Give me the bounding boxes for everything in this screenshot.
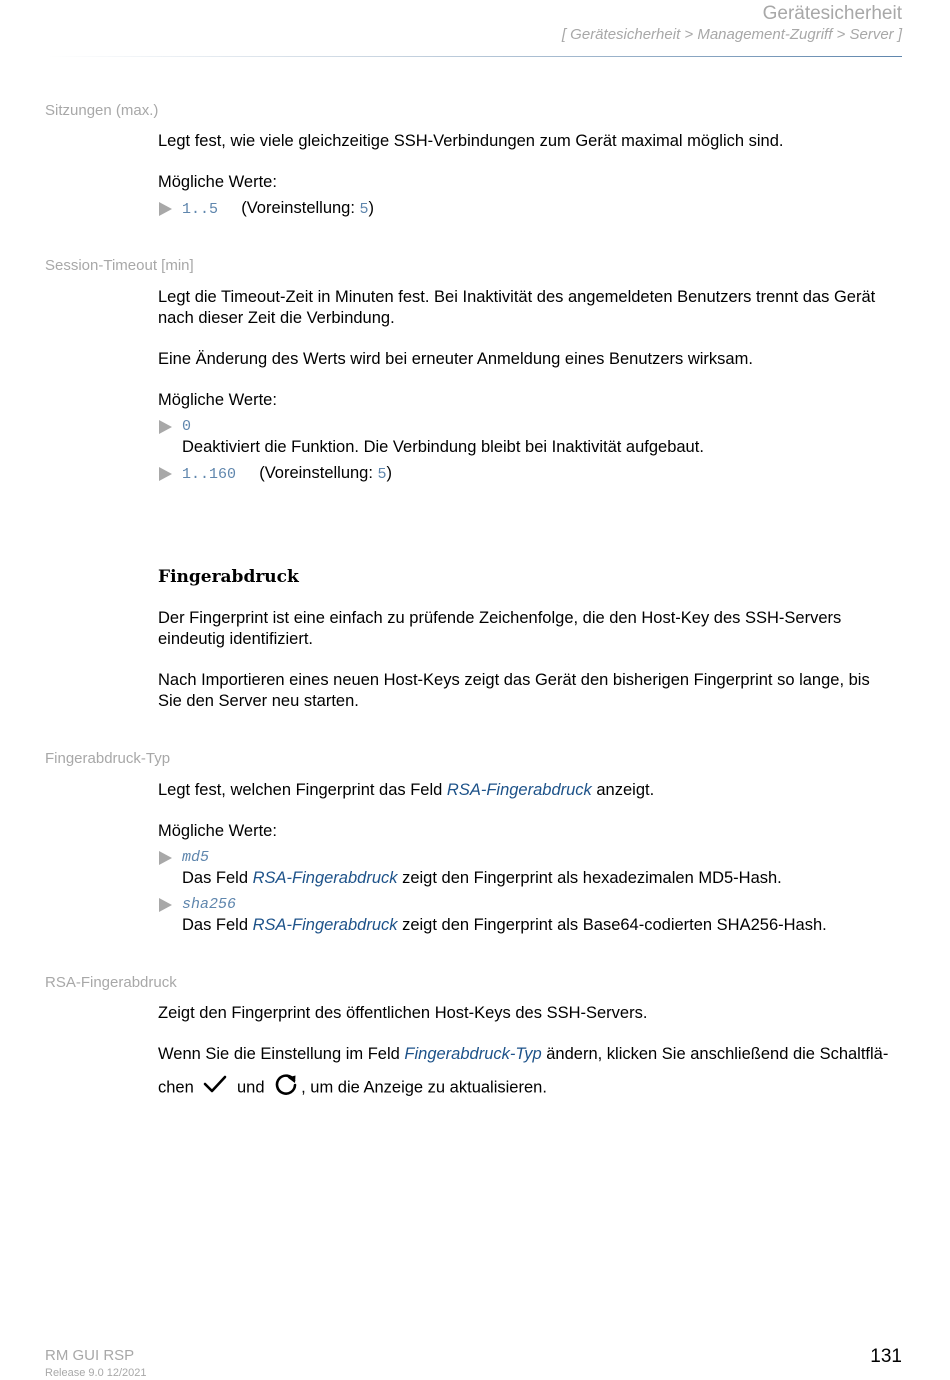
text: und <box>236 1078 265 1097</box>
fp-p1-line2: eindeutig identifiziert. <box>158 630 314 648</box>
param-label-fingerprint-type: Fingerabdruck-Typ <box>45 750 171 767</box>
option-description <box>182 915 908 936</box>
param-label-rsa-fingerprint: RSA-Fingerabdruck <box>45 974 177 991</box>
default-value: 5 <box>359 201 369 218</box>
chapter-title: Gerätesicherheit <box>762 3 902 24</box>
option-description <box>182 868 908 889</box>
option-value: 1..160 <box>182 466 237 483</box>
rsa-fp-description: Zeigt den Fingerprint des öffentlichen Host-Keys des SSH-Servers. <box>158 1004 648 1022</box>
field-link-fingerprint-type[interactable]: Fingerabdruck-Typ <box>404 1045 542 1063</box>
page-number: 131 <box>870 1346 902 1367</box>
option-value: sha256 <box>182 896 237 913</box>
default-suffix: ) <box>386 464 393 482</box>
text: Das Feld <box>182 916 253 934</box>
option-value: 0 <box>182 418 192 435</box>
sessions-values-heading: Mögliche Werte: <box>158 173 277 191</box>
footer-release: Release 9.0 12/2021 <box>45 1367 147 1379</box>
default-prefix: (Voreinstellung: <box>241 199 360 217</box>
bullet-triangle-icon <box>159 420 172 434</box>
footer-product: RM GUI RSP <box>45 1347 135 1364</box>
text: Wenn Sie die Einstellung im Feld <box>158 1045 405 1063</box>
default-suffix: ) <box>368 199 375 217</box>
fp-p2-line2: Sie den Server neu starten. <box>158 692 359 710</box>
sessions-option-range <box>158 198 908 220</box>
timeout-option-range <box>158 463 908 485</box>
timeout-desc-line2: nach dieser Zeit die Verbindung. <box>158 309 395 327</box>
fingerprint-paragraph-2 <box>158 670 908 712</box>
fingerprint-paragraph-1 <box>158 608 908 650</box>
timeout-desc-line1: Legt die Timeout-Zeit in Minuten fest. Bei Inaktivität des angemeldeten Benutzers trennt das Gerät <box>158 288 876 306</box>
option-value: 1..5 <box>182 201 219 218</box>
sessions-description: Legt fest, wie viele gleichzeitige SSH-Verbindungen zum Gerät maximal möglich sind. <box>158 132 784 150</box>
field-link-rsa-fingerprint[interactable]: RSA-Fingerabdruck <box>252 869 398 887</box>
bullet-triangle-icon <box>159 851 172 865</box>
breadcrumb: [ Gerätesicherheit > Management-Zugriff > Server ] <box>561 26 902 43</box>
fp-type-option-sha256 <box>158 894 908 936</box>
bullet-triangle-icon <box>159 202 172 216</box>
bullet-triangle-icon <box>159 467 172 481</box>
text: , um die Anzeige zu aktualisieren. <box>301 1078 547 1097</box>
timeout-description <box>158 287 908 329</box>
checkmark-icon <box>202 1073 228 1103</box>
header-divider <box>48 56 902 57</box>
fp-type-values-heading: Mögliche Werte: <box>158 822 277 840</box>
text: zeigt den Fingerprint als hexadezimalen MD5-Hash. <box>397 869 782 887</box>
text: Legt fest, welchen Fingerprint das Feld <box>158 781 447 799</box>
option-value: md5 <box>182 849 210 866</box>
text: zeigt den Fingerprint als Base64-codierten SHA256-Hash. <box>397 916 827 934</box>
fp-p2-line1: Nach Importieren eines neuen Host-Keys zeigt das Gerät den bisherigen Fingerprint so lange, bis <box>158 671 870 689</box>
refresh-icon <box>273 1071 299 1105</box>
timeout-note: Eine Änderung des Werts wird bei erneuter Anmeldung eines Benutzers wirksam. <box>158 350 753 368</box>
field-link-rsa-fingerprint[interactable]: RSA-Fingerabdruck <box>446 781 592 799</box>
text: ändern, klicken Sie anschließend die Schaltflä- <box>541 1045 889 1063</box>
timeout-option-zero <box>158 416 908 458</box>
timeout-values-heading: Mögliche Werte: <box>158 391 277 409</box>
section-heading-fingerprint: Fingerabdruck <box>158 567 299 587</box>
fp-type-description <box>158 780 908 801</box>
bullet-triangle-icon <box>159 898 172 912</box>
field-link-rsa-fingerprint[interactable]: RSA-Fingerabdruck <box>252 916 398 934</box>
text: Das Feld <box>182 869 253 887</box>
text: chen <box>158 1078 194 1097</box>
param-label-sessions: Sitzungen (max.) <box>45 102 159 119</box>
rsa-fp-instructions <box>158 1044 908 1097</box>
param-label-session-timeout: Session-Timeout [min] <box>45 257 194 274</box>
text: anzeigt. <box>591 781 655 799</box>
default-prefix: (Voreinstellung: <box>259 464 378 482</box>
fp-p1-line1: Der Fingerprint ist eine einfach zu prüfende Zeichenfolge, die den Host-Key des SSH-Servers <box>158 609 842 627</box>
default-value: 5 <box>377 466 387 483</box>
fp-type-option-md5 <box>158 847 908 889</box>
option-description: Deaktiviert die Funktion. Die Verbindung bleibt bei Inaktivität aufgebaut. <box>182 438 704 456</box>
